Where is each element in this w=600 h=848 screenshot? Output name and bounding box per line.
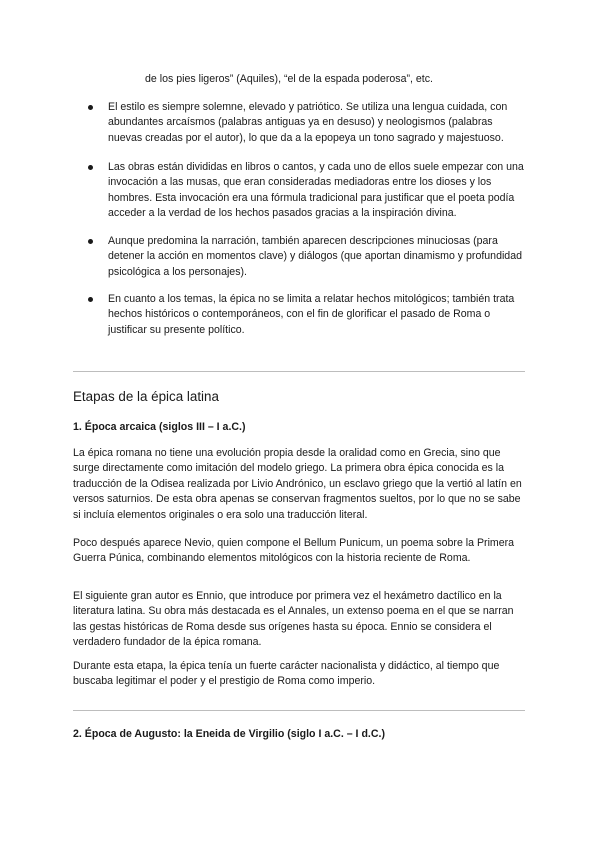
bullet-style [108, 100, 528, 146]
subsection-title: 2. Época de Augusto: la Eneida de Virgilio (siglo I a.C. – I d.C.) [73, 728, 385, 740]
section-title: Etapas de la épica latina [73, 389, 219, 404]
bullet-text: Las obras están divididas en libros o cantos, y cada uno de ellos suele empezar con una invocación a las musas, que eran consideradas mediadoras entre los dioses y los hombres. Esta invocación era una fórmula tradicional para justificar que el poeta podía acceder a la verdad de los hechos pasados gracias a la inspiración divina. [108, 161, 524, 220]
bullet-structure [108, 160, 528, 222]
bullet-narration [108, 234, 528, 280]
bullet-dot-icon [88, 297, 93, 302]
bullet-dot-icon [88, 105, 93, 110]
bullet-dot-icon [88, 239, 93, 244]
subsection-title: 1. Época arcaica (siglos III – I a.C.) [73, 421, 246, 433]
bullet-text: El estilo es siempre solemne, elevado y patriótico. Se utiliza una lengua cuidada, con abundantes arcaísmos (palabras antiguas ya en desuso) y neologismos (palabras nuevas creadas por el autor), lo que da a la epopeya un tono sagrado y majestuoso. [108, 101, 508, 144]
horizontal-rule [73, 371, 525, 372]
horizontal-rule [73, 710, 525, 711]
bullet-dot-icon [88, 165, 93, 170]
paragraph-livio: La épica romana no tiene una evolución propia desde la oralidad como en Grecia, sino que surge directamente como imitación del modelo griego. La primera obra épica conocida es la traducción de la Odisea realizada por Livio Andrónico, un esclavo griego que la vertió al latín en versos saturnios. De esta obra apenas se conservan fragmentos sueltos, por lo que no se sabe si incluía elementos originales o era solo una traducción literal. [73, 447, 522, 521]
paragraph-ennio: El siguiente gran autor es Ennio, que introduce por primera vez el hexámetro dactílico en la literatura latina. Su obra más destacada es el Annales, un extenso poema en el que se narran las gestas históricas de Roma desde sus orígenes hasta su época. Ennio se considera el verdadero fundador de la épica romana. [73, 590, 514, 649]
bullet-text: Aunque predomina la narración, también aparecen descripciones minuciosas (para detener la acción en momentos clave) y diálogos (que aportan dinamismo y profundidad psicológica a los personajes). [108, 235, 522, 278]
paragraph-nevio: Poco después aparece Nevio, quien compone el Bellum Punicum, un poema sobre la Primera Guerra Púnica, combinando elementos mitológicos con la historia reciente de Roma. [73, 537, 515, 565]
paragraph-caracter: Durante esta etapa, la épica tenía un fuerte carácter nacionalista y didáctico, al tiempo que buscaba legitimar el poder y el prestigio de Roma como imperio. [73, 660, 500, 688]
bullet-text: En cuanto a los temas, la épica no se limita a relatar hechos mitológicos; también trata hechos históricos o contemporáneos, con el fin de glorificar el pasado de Roma o justificar su presente político. [108, 293, 515, 336]
bullet-themes [108, 292, 528, 338]
continuation-text: de los pies ligeros” (Aquiles), “el de la espada poderosa”, etc. [145, 73, 433, 85]
